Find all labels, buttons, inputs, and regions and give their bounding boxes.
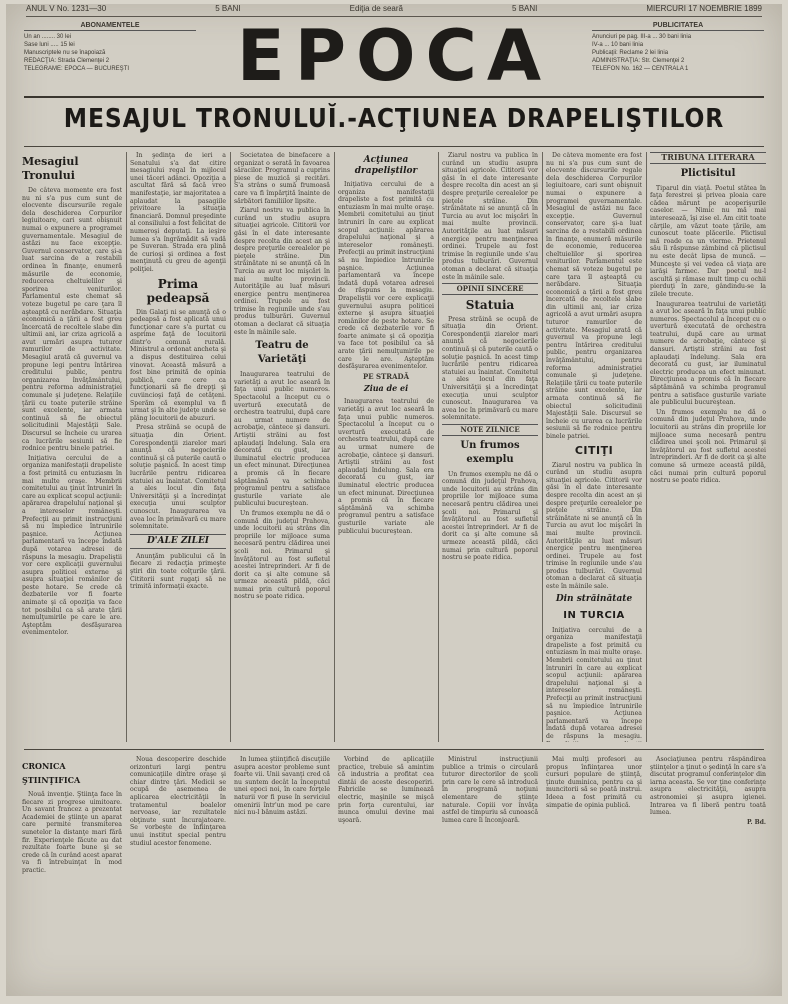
price-right: 5 BANI xyxy=(512,4,538,13)
statuia-title: Statuia xyxy=(465,297,515,312)
actiunea-title: Acţiunea drapeliştilor xyxy=(354,155,418,176)
teatru-text-cont: Un frumos exemplu ne dă o comună din judeţul Prahova, unde locuitorii au strâns din propriile lor mijloace suma necesară pentru clădirea unei şcoli noi. Primarul şi învăţătorul au fost sufletul acestei întreprinderi. Ar fi de dorit ca şi alte comune să urmeze această pildă, căci numai prin cultură poporul nostru se poate ridica. xyxy=(234,509,330,601)
column-divider xyxy=(542,152,543,742)
advertising-line: Publicaţii: Reclame 2 lei linia xyxy=(592,50,669,56)
charity-note: Societatea de binefacere a organizat o serată în favoarea săracilor. Programul a cuprins piese de muzică şi recitări. S'a strâns o sumă frumoasă care va fi împărţită înainte de sărbători familiilor lipsite. xyxy=(234,152,330,205)
column-5 xyxy=(442,152,538,742)
exemplu-text: Un frumos exemplu ne dă o comună din judeţul Prahova, unde locuitorii au strâns din propriile lor mijloace suma necesară pentru clădirea unei şcoli noi. Primarul şi învăţătorul au fost sufletul acestei întreprinderi. Ar fi de dorit ca şi alte comune să urmeze această pildă, căci numai prin cultură poporul nostru se poate ridica. xyxy=(442,470,538,562)
price-left: 5 BANI xyxy=(215,4,241,13)
advertising-heading: PUBLICITATEA xyxy=(592,22,764,31)
subscription-line: Un an ........ 30 lei xyxy=(24,34,72,40)
column-divider xyxy=(230,152,231,742)
issue-number: ANUL V No. 1231—30 xyxy=(26,4,107,13)
turcia-text: Iniţiativa cercului de a organiza manifestaţii drapeliste a fost primită cu entuziasm în mai multe oraşe. Membrii comitetului au ţinut întruniri în care au explicat scopul acţiunii: apărarea drapelului naţional şi a intereselor româneşti. Prefecţii au primit instrucţiuni să nu împiedice întrunirile paşnice. Acţiunea parlamentară va începe îndată după votarea adresei de răspuns la mesagiu. xyxy=(546,626,642,740)
prima-pedeapsa-title: Prima pedeapsă xyxy=(146,276,210,305)
mesagiul-title: Mesagiul Tronului xyxy=(22,155,79,182)
plictisitul-cont: Inaugurarea teatrului de varietăţi a avut loc aseară în faţa unui public numeros. Spectacolul a început cu o uvertură executată de orchestra teatrului, după care au urmat numere de acrobaţie, cântece şi dansuri. Artiştii străini au fost aplaudaţi îndelung. Sala era decorată cu gust, iar iluminatul electric producea un efect minunat. Direcţiunea a promis că în fiecare săptămână va schimba programul pentru a satisface gusturile variate ale publicului bucureştean. xyxy=(650,300,766,407)
mesagiul-text-cont: Iniţiativa cercului de a organiza manifestaţii drapeliste a fost primită cu entuziasm în mai multe oraşe. Membrii comitetului au ţinut întruniri în care au explicat scopul acţiunii: apărarea drapelului naţional şi a intereselor româneşti. Prefecţii au primit instrucţiuni să nu împiedice întrunirile paşnice. Acţiunea parlamentară va începe îndată după votarea adresei de răspuns la mesagiu. Drapeliştii vor cere explicaţii guvernului asupra politicei externe şi asupra situaţiei românilor de peste hotare. Se crede că dezbaterile vor fi foarte animate şi că opoziţia va face tot posibilul ca să arate ţării nemulţumirile pe care le are. Aşteptăm desfăşurarea evenimentelor. xyxy=(22,454,122,637)
opinii-sincere-heading: OPINII SINCERE xyxy=(442,283,538,295)
cronica-text: Nouă invenţie. Ştiinţa face în fiecare zi progrese uimitoare. Un savant francez a prezentat Academiei de ştiinţe un aparat care permite transmiterea sunetelor la distanţe mari fără fir. Experienţele făcute au dat rezultate foarte bune şi se crede că în curând acest aparat va fi întrebuinţat în mod practic. xyxy=(22,791,122,874)
main-headline: MESAJUL TRONULUĬ.-ACŢIUNEA DRAPELIŞTILOR xyxy=(63,104,725,134)
bottom-col-2 xyxy=(130,756,226,992)
bottom-col-6 xyxy=(546,756,642,992)
exemplu-title: Un frumos exemplu xyxy=(460,439,520,465)
feuilleton-rule xyxy=(24,749,764,750)
pe-strada-heading: PE STRADĂ xyxy=(362,371,410,381)
prima-pedeapsa-text: Din Galaţi ni se anunţă că o pedeapsă a fost aplicată unui funcţionar care s'a purtat cu asprime faţă de locuitorii dintr'o comună rurală. Ministrul a ordonat ancheta şi a dispus destituirea celui vinovat. Această măsură a fost bine primită de opinia publică, care cere ca funcţionarii să fie drepţi şi cuviincioşi faţă de cetăţeni. Sperăm că exemplul va fi urmat şi în alte judeţe unde se plâng locuitorii de abuzuri. xyxy=(130,308,226,422)
subscription-heading: ABONAMENTELE xyxy=(24,22,196,31)
bottom-text-6: Mai mulţi profesori au propus înfiinţarea unor cursuri populare de ştiinţă, ţinute duminica, pentru ca şi muncitorii să se poată instrui. Ideea a fost primită cu simpatie de opinia publică. xyxy=(546,756,642,809)
newspaper-page xyxy=(6,4,782,996)
cititi-title: CITIŢI xyxy=(574,443,614,457)
column-2 xyxy=(130,152,226,742)
advertising-line: Anunciuri pe pag. III-a ... 30 bani linia xyxy=(592,34,692,40)
bottom-text-5: Ministrul instrucţiunii publice a trimis o circulară tuturor directorilor de şcoli prin care le cere să introducă în programă noţiuni elementare de ştiinţe naturale. Copiii vor învăţa astfel de timpuriu să cunoască lumea care îi înconjoară. xyxy=(442,756,538,824)
headline-rule xyxy=(24,146,764,147)
bottom-text-2: Noua descoperire deschide orizonturi largi pentru comunicaţiile dintre oraşe şi chiar dintre ţări. Medicii se ocupă de asemenea de aplicarea electricităţii în tratamentul boalelor nervoase, iar rezultatele obţinute sunt încurajatoare. Se vorbeşte de înfiinţarea unui institut special pentru studiul acestor fenomene. xyxy=(130,756,226,847)
signature: P. Bd. xyxy=(746,818,766,826)
bottom-col-1 xyxy=(22,756,122,992)
column-1 xyxy=(22,152,122,742)
column-divider xyxy=(646,152,647,742)
prima-pedeapsa-cont: Presa străină se ocupă de situaţia din Orient. Corespondenţii ziarelor mari anunţă că negocierile continuă şi că puterile caută o soluţie paşnică. In acest timp lucrările pentru ridicarea statuiei au înaintat. Comitetul a ales locul din faţa Universităţii şi a încredinţat execuţia unui sculptor cunoscut. Inaugurarea va avea loc în primăvară cu mare solemnitate. xyxy=(130,424,226,531)
column-divider xyxy=(126,152,127,742)
pe-strada-text: Inaugurarea teatrului de varietăţi a avut loc aseară în faţa unui public numeros. Spectacolul a început cu o uvertură executată de orchestra teatrului, după care au urmat numere de acrobaţie, cântece şi dansuri. Artiştii străini au fost aplaudaţi îndelung. Sala era decorată cu gust, iar iluminatul electric producea un efect minunat. Direcţiunea a promis că în fiecare săptămână va schimba programul pentru a satisface gusturile variate ale publicului bucureştean. xyxy=(338,398,434,535)
edition-label: Ediţia de seară xyxy=(349,4,403,13)
dale-zilei-text: Anunţăm publicului că în fiecare zi redacţia primeşte ştiri din toate colţurile ţării. Cititorii sunt rugaţi să ne trimită informaţii exacte. xyxy=(130,552,226,591)
column-6 xyxy=(546,152,642,742)
column-7 xyxy=(650,152,766,742)
column-3 xyxy=(234,152,330,742)
bottom-text-4: Vorbind de aplicaţiile practice, trebuie să amintim că industria a profitat cea dintâi de aceste descoperiri. Fabricile se luminează electric, maşinile se mişcă prin forţa curentului, iar munca omului devine mai uşoară. xyxy=(338,756,434,824)
mesagiul-text: De câteva momente era fost nu ni s'a pus cum sunt de elocvente discursurile regale dela deschiderea Corpurilor legiuitoare, cari sunt obişnuit numai o expunere a programei guvernamentale. Mesagiul de astăzi nu face excepţie. Guvernul conservator, care şi-a luat sarcina de a restabili ordinea în finanţe, enumeră măsurile de economie, reducerea cheltuielilor şi sporirea veniturilor. Parlamentul este chemat să voteze bugetul pe care ţara îl aşteaptă cu nerăbdare. Situaţia economică a ţării a fost greu încercată de recoltele slabe din ultimii ani, iar criza agricolă a avut urmări asupra tuturor ramurilor de activitate. Mesagiul arată că guvernul va propune legi pentru întărirea creditului public, pentru organizarea învăţământului, pentru reforma administraţiei comunale şi judeţene. Relaţiile ţării cu toate puterile străine sunt excelente, iar armata continuă să fie obiectul solicitudinii Majestăţii Sale. Discursul se încheie cu urarea ca lucrările sesiunii să fie rodnice pentru binele patriei. xyxy=(22,187,122,453)
note-zilnice-heading: NOTE ZILNICE xyxy=(442,424,538,436)
ziua-de-ei-label: Ziua de ei xyxy=(363,383,409,394)
statuia-text: Presa străină se ocupă de situaţia din Orient. Corespondenţii ziarelor mari anunţă că negocierile continuă şi că puterile caută o soluţie paşnică. In acest timp lucrările pentru ridicarea statuiei au înaintat. Comitetul a ales locul din faţa Universităţii şi a încredinţat execuţia unui sculptor cunoscut. Inaugurarea va avea loc în primăvară cu mare solemnitate. xyxy=(442,315,538,422)
strainatate-title: Din străinătate xyxy=(555,593,633,604)
issue-date: MIERCURI 17 NOEMBRIE 1899 xyxy=(646,4,762,13)
charity-note-cont: Ziarul nostru va publica în curând un studiu asupra situaţiei agricole. Cititorii vor găsi în el date interesante despre recolta din acest an şi despre preţurile cerealelor pe pieţele străine. Din străinătate ni se anunţă că în Turcia au avut loc mişcări în mai multe provincii. Autorităţile au luat măsuri energice pentru menţinerea ordinei. Trupele au fost trimise în regiunile unde s'au produs tulburări. Guvernul otoman a declarat că situaţia este în mâinile sale. xyxy=(234,207,330,336)
subscription-line: TELEGRAME: EPOCA — BUCUREŞTI xyxy=(24,66,130,72)
advertising-line: ADMINISTRAŢIA: Str. Clemenţei 2 xyxy=(592,58,685,64)
plictisitul-text: Tiparul din viaţă. Poetul stătea în faţa ferestrei şi privea ploaia care cădea mărunt pe acoperişurile caselor. — Nimic nu mă mai interesează, îşi zise el. Am citit toate cărţile, am văzut toate ţările, am cunoscut toate plăcerile. Plictisul mă roade ca un vierme. Prietenul său îi răspunse zâmbind că plictisul nu este decât lipsa de muncă. — Munceşte şi vei vedea că viaţa are iarăşi farmec. Dar poetul nu-l ascultă şi rămase mult timp cu ochii pierduţi în zare, gândindu-se la zilele trecute. xyxy=(650,184,766,298)
advertising-line: TELEFON No. 162 — CENTRALA 1 xyxy=(592,66,689,72)
actiunea-text: Iniţiativa cercului de a organiza manifestaţii drapeliste a fost primită cu entuziasm în mai multe oraşe. Membrii comitetului au ţinut întruniri în care au explicat scopul acţiunii: apărarea drapelului naţional şi a intereselor româneşti. Prefecţii au primit instrucţiuni să nu împiedice întrunirile paşnice. Acţiunea parlamentară va începe îndată după votarea adresei de răspuns la mesagiu. Drapeliştii vor cere explicaţii guvernului asupra politicei externe şi asupra situaţiei românilor de peste hotare. Se crede că dezbaterile vor fi foarte animate şi că opoziţia va face tot posibilul ca să arate ţării nemulţumirile pe care le are. Aşteptăm desfăşurarea evenimentelor. xyxy=(338,181,434,371)
bottom-col-3 xyxy=(234,756,330,992)
bottom-col-4 xyxy=(338,756,434,992)
senate-report: In şedinţa de ieri a Senatului s'a dat citire mesagiului regal în mijlocul unei tăceri adânci. Opoziţia a ascultat fără să facă vreo manifestaţie, iar majoritatea a aplaudat la pasagiile privitoare la situaţia financiară. Domnul preşedinte al consiliului a fost felicitat de numeroşi deputaţi. La ieşire lumea s'a îngrămădit să vadă pe Suveran. Strada era plină de curioşi şi ordinea a fost menţinută cu greu de agenţii poliţiei. xyxy=(130,152,226,273)
column-divider xyxy=(334,152,335,742)
teatru-title: Teatru de Varietăţi xyxy=(255,340,309,366)
teatru-text: Inaugurarea teatrului de varietăţi a avut loc aseară în faţa unui public numeros. Spectacolul a început cu o uvertură executată de orchestra teatrului, după care au urmat numere de acrobaţie, cântece şi dansuri. Artiştii străini au fost aplaudaţi îndelung. Sala era decorată cu gust, iar iluminatul electric producea un efect minunat. Direcţiunea a promis că în fiecare săptămână va schimba programul pentru a satisface gusturile variate ale publicului bucureştean. xyxy=(234,371,330,508)
cronica-title: CRONICA ŞTIINŢIFICA xyxy=(22,761,81,785)
cititi-text: Ziarul nostru va publica în curând un studiu asupra situaţiei agricole. Cititorii vor găsi în el date interesante despre recolta din acest an şi despre preţurile cerealelor pe pieţele străine. Din străinătate ni se anunţă că în Turcia au avut loc mişcări în mai multe provincii. Autorităţile au luat măsuri energice pentru menţinerea ordinei. Trupele au fost trimise în regiunile unde s'au produs tulburări. Guvernul otoman a declarat că situaţia este în mâinile sale. xyxy=(546,461,642,591)
newspaper-title: EPOCA xyxy=(236,15,552,97)
bottom-text-3: In lumea ştiinţifică discuţiile asupra acestor probleme sunt foarte vii. Unii savanţi cred că nu suntem decât la începutul unei epoci noi, în care forţele naturii vor fi puse în serviciul omenirii într'un mod pe care nici nu-l bănuim astăzi. xyxy=(234,756,330,817)
column-divider xyxy=(438,152,439,742)
subscription-box xyxy=(24,22,196,73)
turcia-title: IN TURCIA xyxy=(563,609,625,621)
masthead xyxy=(24,15,764,98)
advertising-box xyxy=(592,22,764,73)
orient-news: Ziarul nostru va publica în curând un studiu asupra situaţiei agricole. Cititorii vor găsi în el date interesante despre recolta din acest an şi despre preţurile cerealelor pe pieţele străine. Din străinătate ni se anunţă că în Turcia au avut loc mişcări în mai multe provincii. Autorităţile au luat măsuri energice pentru menţinerea ordinei. Trupele au fost trimise în regiunile unde s'au produs tulburări. Guvernul otoman a declarat că situaţia este în mâinile sale. xyxy=(442,152,538,281)
subscription-line: Manuscriptele nu se înapoiază xyxy=(24,50,106,56)
bottom-text-7: Asociaţiunea pentru răspândirea ştiinţelor a ţinut o şedinţă în care s'a discutat programul conferinţelor din iarna aceasta. Se vor ţine conferinţe asupra electricităţii, asupra astronomiei şi asupra igienei. Intrarea va fi liberă pentru toată lumea. xyxy=(650,756,766,817)
subscription-line: REDACŢIA: Strada Clemenţei 2 xyxy=(24,58,110,64)
bottom-col-7 xyxy=(650,756,766,992)
plictisitul-title: Plictisitul xyxy=(680,167,736,179)
plictisitul-cont-2: Un frumos exemplu ne dă o comună din judeţul Prahova, unde locuitorii au strâns din propriile lor mijloace suma necesară pentru clădirea unei şcoli noi. Primarul şi învăţătorul au fost sufletul acestei întreprinderi. Ar fi de dorit ca şi alte comune să urmeze această pildă, căci numai prin cultură poporul nostru se poate ridica. xyxy=(650,408,766,485)
subscription-line: Sase luni ..... 15 lei xyxy=(24,42,75,48)
agri-study-text: De câteva momente era fost nu ni s'a pus cum sunt de elocvente discursurile regale dela deschiderea Corpurilor legiuitoare, cari sunt obişnuit numai o expunere a programei guvernamentale. Mesagiul de astăzi nu face excepţie. Guvernul conservator, care şi-a luat sarcina de a restabili ordinea în finanţe, enumeră măsurile de economie, reducerea cheltuielilor şi sporirea veniturilor. Parlamentul este chemat să voteze bugetul pe care ţara îl aşteaptă cu nerăbdare. Situaţia economică a ţării a fost greu încercată de recoltele slabe din ultimii ani, iar criza agricolă a avut urmări asupra tuturor ramurilor de activitate. Mesagiul arată că guvernul va propune legi pentru întărirea creditului public, pentru organizarea învăţământului, pentru reforma administraţiei comunale şi judeţene. Relaţiile ţării cu toate puterile străine sunt excelente, iar armata continuă să fie obiectul solicitudinii Majestăţii Sale. Discursul se încheie cu urarea ca lucrările sesiunii să fie rodnice pentru binele patriei. xyxy=(546,152,642,440)
tribuna-heading: TRIBUNA LITERARA xyxy=(650,152,766,164)
dale-zilei-title: D'ALE ZILEI xyxy=(130,534,226,549)
bottom-col-5 xyxy=(442,756,538,992)
advertising-line: IV-a ... 10 bani linia xyxy=(592,42,644,48)
column-4 xyxy=(338,152,434,742)
